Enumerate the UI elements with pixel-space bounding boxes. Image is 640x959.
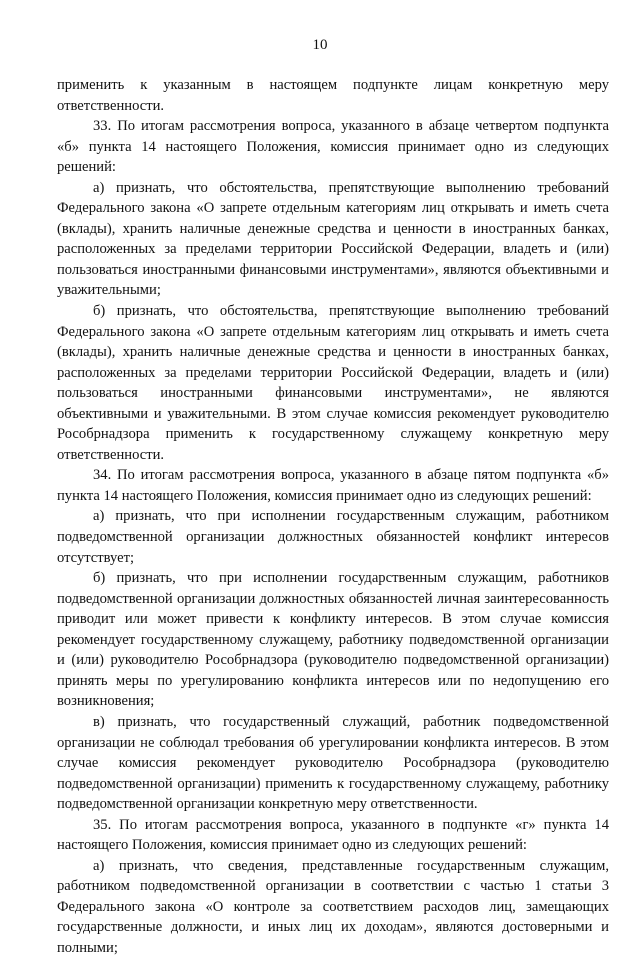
document-body (57, 75, 609, 959)
paragraph-item-33: 33. По итогам рассмотрения вопроса, указанного в абзаце четвертом подпункта «б» пункта 14 настоящего Положения, комиссия принимает одно из следующих решений: (57, 118, 609, 176)
paragraph-item-34-v: в) признать, что государственный служащий, работник подведомственной организации не соблюдал требования об урегулировании конфликта интересов. В этом случае комиссия рекомендует руководителю Рособрнадзора (руководителю подведомственной организации) применить к государственному служащему, работнику подведомственной организации конкретную меру ответственности. (57, 713, 609, 813)
paragraph-item-34-b: б) признать, что при исполнении государственным служащим, работников подведомственной организации должностных обязанностей личная заинтересованность приводит или может привести к конфликту интересов. В этом случае комиссия рекомендует государственному служащему, работнику подведомственной организации и (или) руководителю Рособрнадзора (руководителю подведомственной организации) принять меры по урегулированию конфликта интересов или по недопущению его возникновения; (57, 570, 609, 710)
page-number: 10 (312, 37, 328, 53)
paragraph-item-33-a: а) признать, что обстоятельства, препятствующие выполнению требований Федерального закона «О запрете отдельным категориям лиц открывать и иметь счета (вклады), хранить наличные денежные средства и ценности в иностранных банках, расположенных за пределами территории Российской Федерации, владеть и (или) пользоваться иностранными финансовыми инструментами», являются объективными и уважительными; (57, 179, 609, 299)
paragraph-item-33-b: б) признать, что обстоятельства, препятствующие выполнению требований Федерального закона «О запрете отдельным категориям лиц открывать и иметь счета (вклады), хранить наличные денежные средства и ценности в иностранных банках, расположенных за пределами территории Российской Федерации, владеть и (или) пользоваться иностранными финансовыми инструментами», не являются объективными и уважительными. В этом случае комиссия рекомендует руководителю Рособрнадзора применить к государственному служащему конкретную меру ответственности. (57, 303, 609, 463)
paragraph-item-35: 35. По итогам рассмотрения вопроса, указанного в подпункте «г» пункта 14 настоящего Положения, комиссия принимает одно из следующих решений: (57, 816, 609, 854)
paragraph-item-34-a: а) признать, что при исполнении государственным служащим, работником подведомственной организации должностных обязанностей конфликт интересов отсутствует; (57, 508, 609, 566)
paragraph-item-34: 34. По итогам рассмотрения вопроса, указанного в абзаце пятом подпункта «б» пункта 14 настоящего Положения, комиссия принимает одно из следующих решений: (57, 467, 609, 504)
paragraph-item-35-a: а) признать, что сведения, представленные государственным служащим, работником подведомственной организации в соответствии с частью 1 статьи 3 Федерального закона «О контроле за соответствием расходов лиц, замещающих государственные должности, и иных лиц их доходам», являются достоверными и полными; (57, 857, 609, 956)
paragraph-continuation: применить к указанным в настоящем подпункте лицам конкретную меру ответственности. (57, 77, 609, 114)
